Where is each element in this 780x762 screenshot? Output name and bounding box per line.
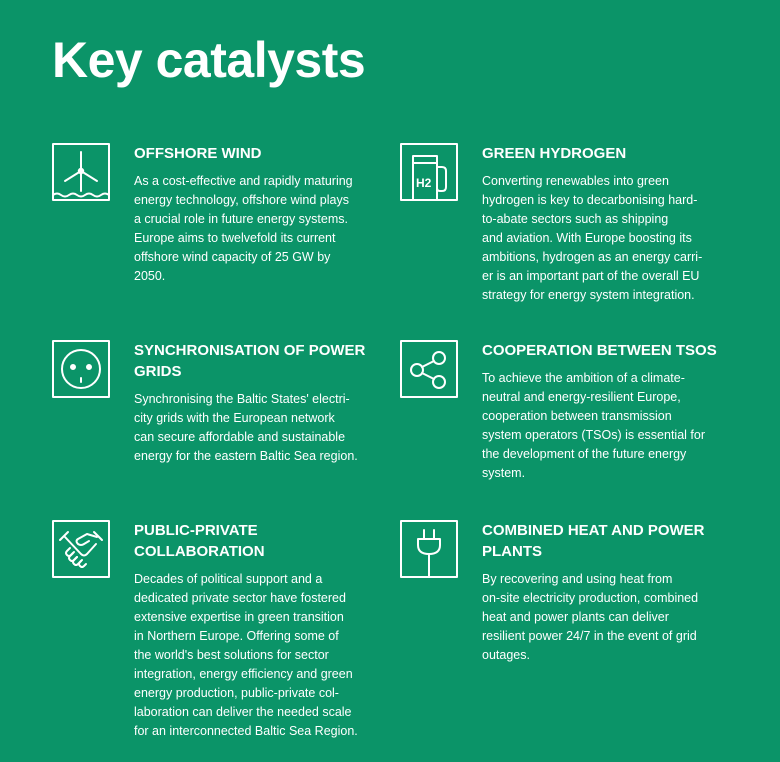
catalyst-body: By recovering and using heat from on-site electricity production, combined heat and power plants can deliver resilient power 24/7 in the event of grid outages. xyxy=(482,572,699,662)
catalyst-body: To achieve the ambition of a climate- neutral and energy-resilient Europe, cooperation between transmission system operators (TSOs) is essential for the development of the future energy system. xyxy=(482,371,705,480)
catalyst-heading: COOPERATION BETWEEN TSOS xyxy=(482,342,717,359)
catalyst-heading: GREEN HYDROGEN xyxy=(482,145,627,162)
share-network-icon xyxy=(400,340,458,398)
catalyst-heading: COMBINED HEAT AND POWER PLANTS xyxy=(482,522,705,560)
handshake-icon xyxy=(52,520,110,578)
wind-turbine-icon xyxy=(52,143,110,201)
catalyst-body: Decades of political support and a dedicated private sector have fostered extensive expertise in green transition in Northern Europe. Offering some of the world's best solutions for sector integration, energy efficiency and green energy production, public-private col- laboration can deliver the needed scale for an interconnected Baltic Sea Region. xyxy=(134,572,358,738)
catalyst-heading: OFFSHORE WIND xyxy=(134,145,262,162)
plug-icon xyxy=(400,520,458,578)
catalyst-body: Synchronising the Baltic States' electri- city grids with the European network can secure affordable and sustainable energy for the eastern Baltic Sea region. xyxy=(134,392,358,463)
page-title: Key catalysts xyxy=(52,32,366,88)
catalyst-body: Converting renewables into green hydrogen is key to decarbonising hard- to-abate sectors such as shipping and aviation. With Europe boosting its ambitions, hydrogen as an energy carri- er is an important part of the overall EU strategy for energy system integration. xyxy=(482,174,703,302)
catalyst-body: As a cost-effective and rapidly maturing energy technology, offshore wind plays a crucial role in future energy systems. Europe aims to twelvefold its current offshore wind capacity of 25 GW by 2050. xyxy=(134,174,353,283)
hydrogen-pump-label: H2 xyxy=(416,176,432,190)
catalyst-heading: SYNCHRONISATION OF POWER GRIDS xyxy=(134,342,366,380)
power-socket-icon xyxy=(52,340,110,398)
hydrogen-pump-icon xyxy=(400,143,458,201)
catalyst-heading: PUBLIC-PRIVATE COLLABORATION xyxy=(134,522,265,560)
